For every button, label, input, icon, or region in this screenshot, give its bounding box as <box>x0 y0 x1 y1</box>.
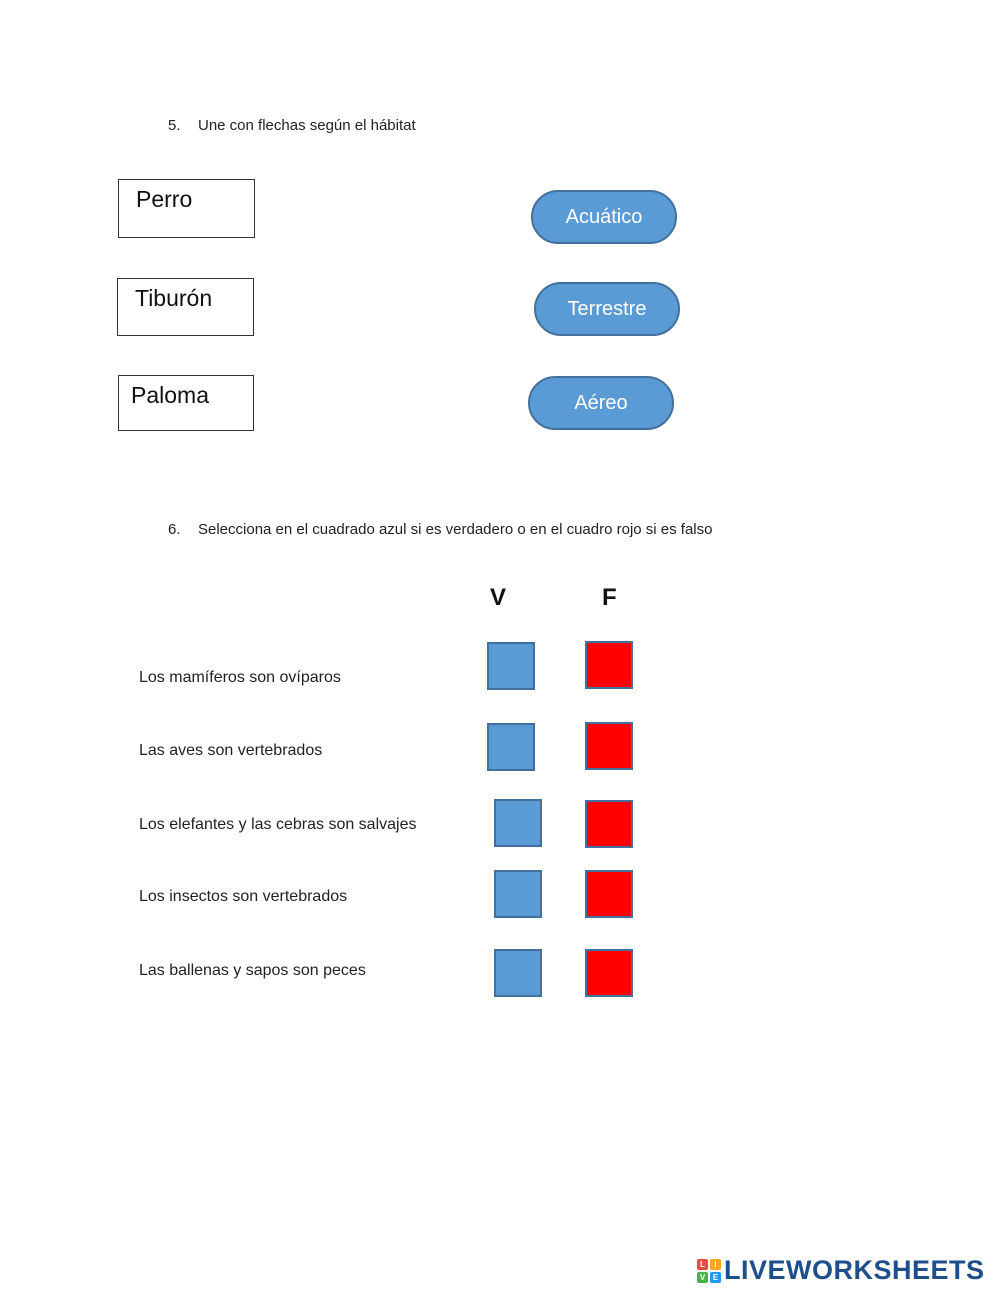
false-checkbox-4[interactable] <box>585 870 633 918</box>
true-checkbox-4[interactable] <box>494 870 542 918</box>
animal-label: Perro <box>136 186 193 212</box>
habitat-pill-aereo[interactable] <box>528 376 674 430</box>
animal-label: Paloma <box>131 382 209 408</box>
question-5-text: Une con flechas según el hábitat <box>198 117 416 134</box>
statement-2: Las aves son vertebrados <box>139 742 323 759</box>
animal-label: Tiburón <box>135 285 213 311</box>
statement-1: Los mamíferos son ovíparos <box>139 669 341 686</box>
habitat-pill-terrestre[interactable] <box>534 282 680 336</box>
statement-4: Los insectos son vertebrados <box>139 888 348 905</box>
habitat-label: Terrestre <box>567 297 647 320</box>
question-6-text: Selecciona en el cuadrado azul si es verdadero o en el cuadro rojo si es falso <box>198 521 713 538</box>
animal-box-tiburon[interactable] <box>117 278 254 336</box>
question-6-title <box>168 521 712 538</box>
logo-icon-letter: L <box>697 1259 708 1270</box>
logo-text: LIVEWORKSHEETS <box>724 1255 985 1285</box>
question-5-number: 5. <box>168 117 181 134</box>
true-checkbox-2[interactable] <box>487 723 535 771</box>
habitat-label: Aéreo <box>574 391 628 414</box>
true-checkbox-1[interactable] <box>487 642 535 690</box>
false-checkbox-5[interactable] <box>585 949 633 997</box>
column-header-true: V <box>490 584 507 611</box>
false-checkbox-1[interactable] <box>585 641 633 689</box>
question-5-title <box>168 117 416 134</box>
logo-icon-letter: E <box>710 1272 721 1283</box>
false-checkbox-3[interactable] <box>585 800 633 848</box>
animal-box-perro[interactable] <box>118 179 255 238</box>
true-checkbox-5[interactable] <box>494 949 542 997</box>
animal-box-paloma[interactable] <box>118 375 254 431</box>
column-header-false: F <box>602 584 617 611</box>
habitat-label: Acuático <box>565 205 643 228</box>
liveworksheets-logo-icon <box>697 1259 721 1283</box>
statement-5: Las ballenas y sapos son peces <box>139 962 366 979</box>
habitat-pill-acuatico[interactable] <box>531 190 677 244</box>
liveworksheets-logo <box>697 1255 985 1286</box>
statement-3: Los elefantes y las cebras son salvajes <box>139 816 417 833</box>
logo-icon-letter: V <box>697 1272 708 1283</box>
question-6-number: 6. <box>168 521 181 538</box>
false-checkbox-2[interactable] <box>585 722 633 770</box>
true-checkbox-3[interactable] <box>494 799 542 847</box>
logo-icon-letter: I <box>710 1259 721 1270</box>
